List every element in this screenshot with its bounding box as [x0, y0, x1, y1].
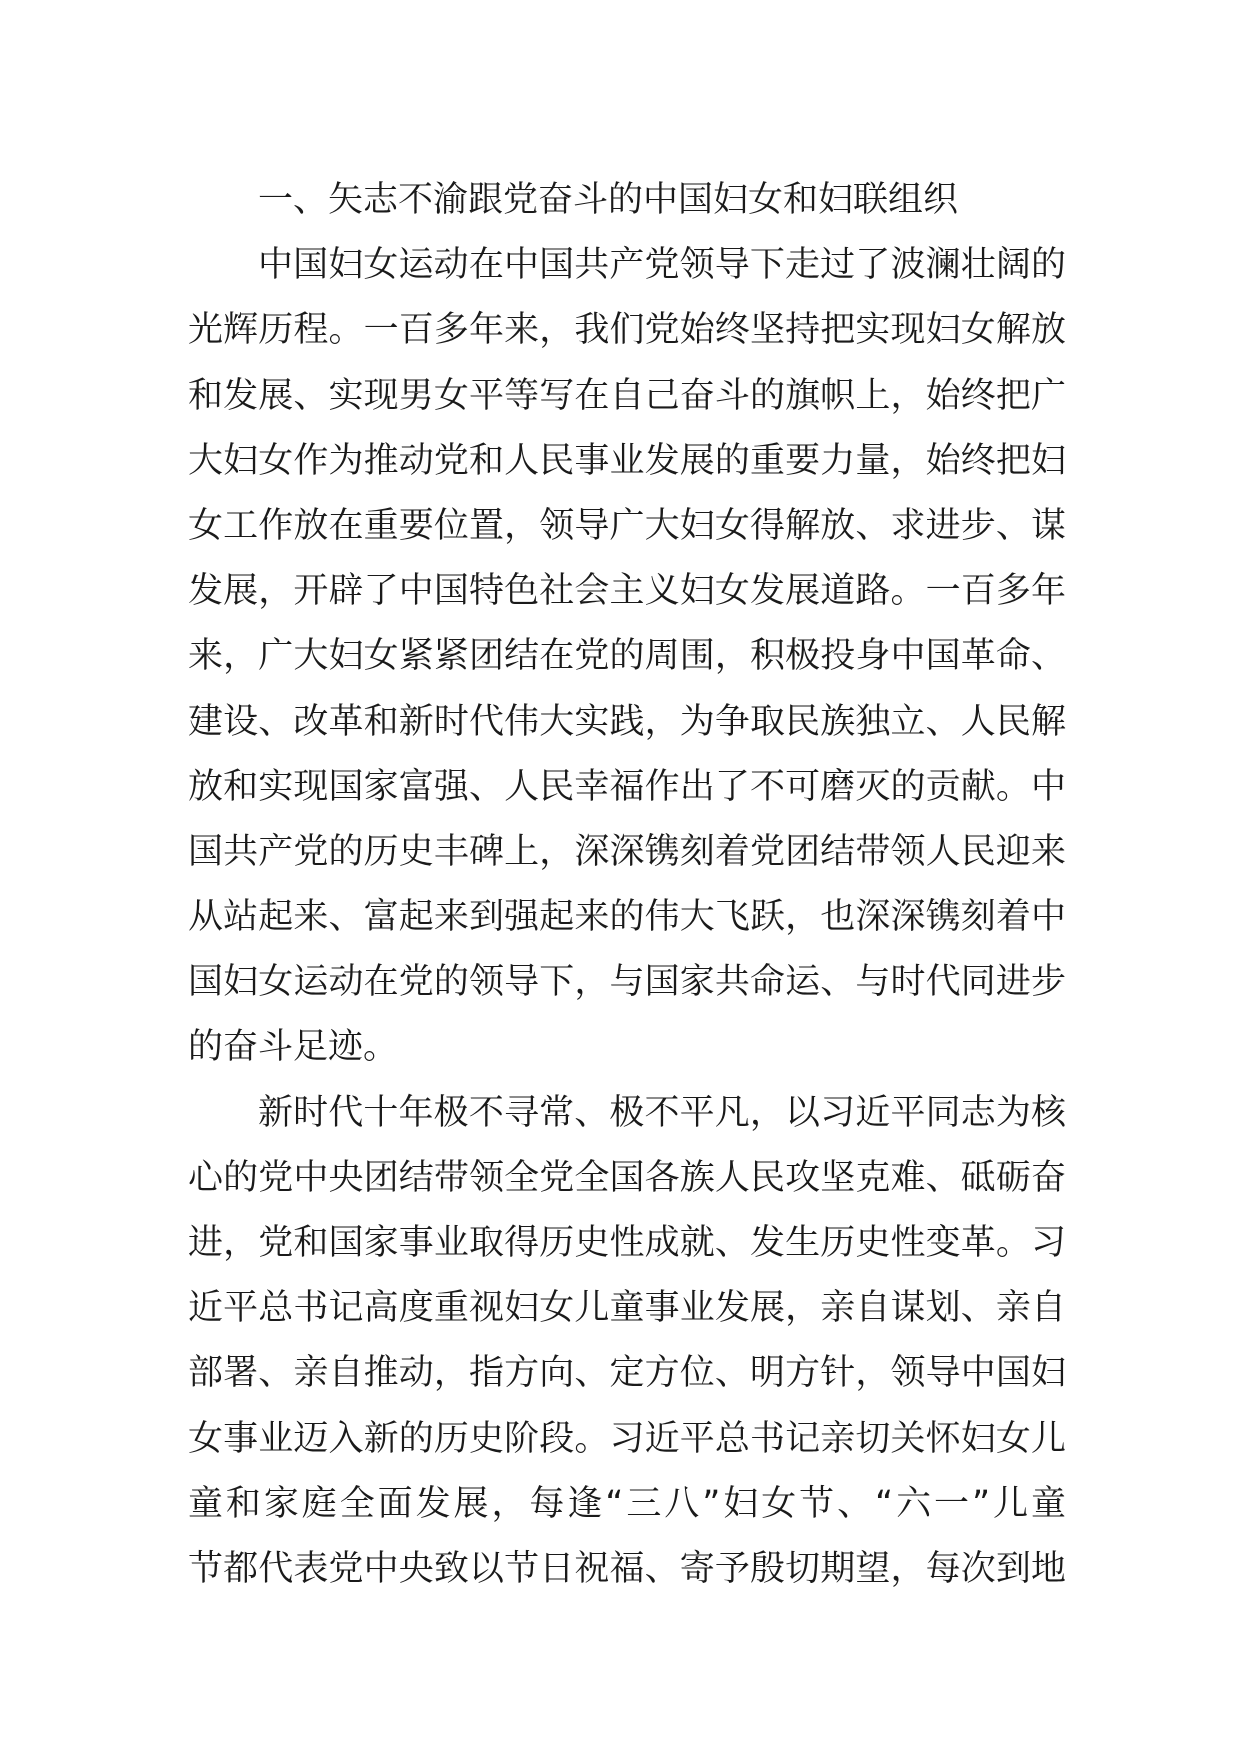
paragraph-line: 放和实现国家富强、人民幸福作出了不可磨灭的贡献。中 — [188, 766, 1066, 807]
paragraph-2 — [188, 1081, 1066, 1603]
paragraph-1 — [188, 233, 1066, 1080]
paragraph-line: 国妇女运动在党的领导下，与国家共命运、与时代同进步 — [188, 962, 1066, 1003]
paragraph-line: 从站起来、富起来到强起来的伟大飞跃，也深深镌刻着中 — [188, 897, 1066, 938]
paragraph-line: 心的党中央团结带领全党全国各族人民攻坚克难、砥砺奋 — [188, 1157, 1066, 1198]
paragraph-line: 建设、改革和新时代伟大实践，为争取民族独立、人民解 — [188, 701, 1066, 742]
paragraph-line: 新时代十年极不寻常、极不平凡，以习近平同志为核 — [258, 1092, 1066, 1133]
paragraph-line: 光辉历程。一百多年来，我们党始终坚持把实现妇女解放 — [188, 310, 1066, 351]
paragraph-line: 女工作放在重要位置，领导广大妇女得解放、求进步、谋 — [188, 505, 1066, 546]
paragraph-line: 部署、亲自推动，指方向、定方位、明方针，领导中国妇 — [188, 1353, 1066, 1394]
paragraph-line: 发展，开辟了中国特色社会主义妇女发展道路。一百多年 — [188, 571, 1066, 612]
paragraph-line: 女事业迈入新的历史阶段。习近平总书记亲切关怀妇女儿 — [188, 1418, 1066, 1459]
paragraph-line: 国共产党的历史丰碑上，深深镌刻着党团结带领人民迎来 — [188, 831, 1066, 872]
paragraph-line: 中国妇女运动在中国共产党领导下走过了波澜壮阔的 — [258, 245, 1066, 286]
paragraph-line: 近平总书记高度重视妇女儿童事业发展，亲自谋划、亲自 — [188, 1288, 1066, 1329]
document-body — [188, 168, 1066, 1602]
paragraph-line: 的奋斗足迹。 — [188, 1027, 399, 1068]
paragraph-line: 节都代表党中央致以节日祝福、寄予殷切期望，每次到地 — [188, 1548, 1066, 1589]
paragraph-line: 和发展、实现男女平等写在自己奋斗的旗帜上，始终把广 — [188, 375, 1066, 416]
paragraph-line: 大妇女作为推动党和人民事业发展的重要力量，始终把妇 — [188, 440, 1066, 481]
paragraph-line: 进，党和国家事业取得历史性成就、发生历史性变革。习 — [188, 1223, 1066, 1263]
section-heading: 一、矢志不渝跟党奋斗的中国妇女和妇联组织 — [258, 180, 959, 220]
paragraph-line: 童和家庭全面发展，每逢“三八”妇女节、“六一”儿童 — [188, 1483, 1066, 1524]
paragraph-line: 来，广大妇女紧紧团结在党的周围，积极投身中国革命、 — [188, 636, 1066, 677]
